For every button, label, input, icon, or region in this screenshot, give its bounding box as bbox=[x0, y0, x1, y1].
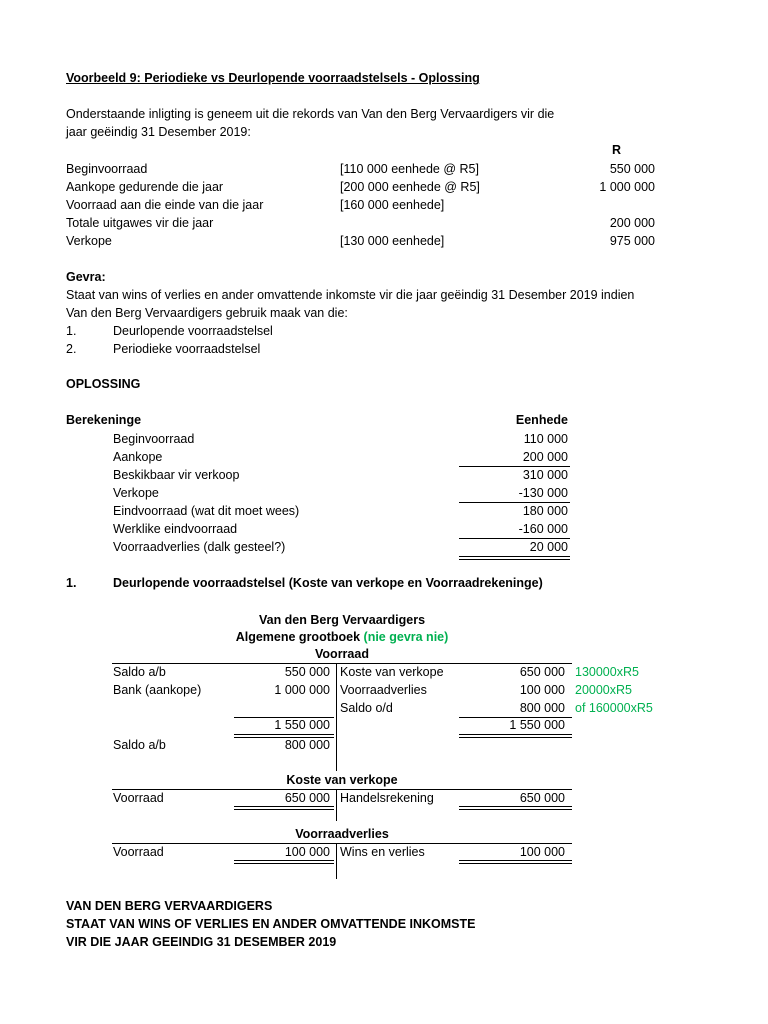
kvv-account-title: Koste van verkope bbox=[286, 773, 398, 787]
calc-label: Eindvoorraad (wat dit moet wees) bbox=[113, 504, 300, 518]
gevra-item-number: 1. bbox=[66, 324, 77, 338]
info-label: Voorraad aan die einde van die jaar bbox=[66, 198, 264, 212]
section-1-title: Deurlopende voorraadstelsel (Koste van verkope en Voorraadrekeninge) bbox=[113, 576, 543, 590]
gevra-line-1: Staat van wins of verlies en ander omvattende inkomste vir die jaar geëindig 31 Desember 2019 indien bbox=[66, 288, 635, 302]
subtotal-rule bbox=[459, 466, 570, 467]
gevra-heading: Gevra: bbox=[66, 270, 106, 284]
berekeninge-heading: Berekeninge bbox=[66, 413, 142, 427]
ledger-debit-label: Saldo a/b bbox=[113, 665, 166, 679]
calc-value: -160 000 bbox=[518, 522, 568, 536]
calc-note: 20000xR5 bbox=[575, 683, 632, 697]
ledger-debit-label: Voorraad bbox=[113, 791, 164, 805]
calc-label: Beskikbaar vir verkoop bbox=[113, 468, 240, 482]
calc-value: 20 000 bbox=[529, 540, 568, 554]
vvl-account-title: Voorraadverlies bbox=[295, 827, 389, 841]
info-amount: 550 000 bbox=[609, 162, 655, 176]
double-rule bbox=[234, 860, 334, 861]
calc-label: Werklike eindvoorraad bbox=[113, 522, 238, 536]
double-rule bbox=[459, 863, 572, 864]
oplossing-heading: OPLOSSING bbox=[66, 377, 141, 391]
calc-value: 180 000 bbox=[522, 504, 568, 518]
ledger-credit-label: Wins en verlies bbox=[340, 845, 425, 859]
ledger-credit-label: Voorraadverlies bbox=[340, 683, 427, 697]
calc-label: Aankope bbox=[113, 450, 163, 464]
info-detail: [110 000 eenhede @ R5] bbox=[340, 162, 479, 176]
ledger-total-credit: 1 550 000 bbox=[509, 718, 565, 732]
r-column-header: R bbox=[612, 143, 622, 157]
ledger-debit-amount: 1 000 000 bbox=[274, 683, 330, 697]
calc-label: Verkope bbox=[113, 486, 159, 500]
gevra-item-text: Deurlopende voorraadstelsel bbox=[113, 324, 273, 338]
info-detail: [130 000 eenhede] bbox=[340, 234, 445, 248]
info-detail: [200 000 eenhede @ R5] bbox=[340, 180, 480, 194]
info-detail: [160 000 eenhede] bbox=[340, 198, 445, 212]
calc-value: 110 000 bbox=[523, 432, 568, 446]
intro-line-1: Onderstaande inligting is geneem uit die rekords van Van den Berg Vervaardigers vir die bbox=[66, 107, 555, 121]
double-rule bbox=[234, 806, 334, 807]
info-label: Beginvoorraad bbox=[66, 162, 148, 176]
ledger-credit-amount: 800 000 bbox=[519, 701, 565, 715]
double-rule bbox=[234, 809, 334, 810]
ledger-credit-amount: 100 000 bbox=[519, 845, 565, 859]
statement-title: STAAT VAN WINS OF VERLIES EN ANDER OMVATTENDE INKOMSTE bbox=[66, 917, 476, 931]
t-account-divider bbox=[336, 663, 337, 771]
ledger-title: Algemene grootboek bbox=[235, 630, 361, 644]
double-rule bbox=[234, 734, 334, 735]
statement-company: VAN DEN BERG VERVAARDIGERS bbox=[66, 899, 273, 913]
t-account-divider bbox=[336, 789, 337, 821]
ledger-total-debit: 1 550 000 bbox=[274, 718, 330, 732]
ledger-credit-label: Koste van verkope bbox=[340, 665, 444, 679]
info-label: Aankope gedurende die jaar bbox=[66, 180, 224, 194]
ledger-credit-label: Saldo o/d bbox=[340, 701, 393, 715]
subtotal-rule bbox=[459, 538, 570, 539]
page-title: Voorbeeld 9: Periodieke vs Deurlopende voorraadstelsels - Oplossing bbox=[66, 71, 480, 85]
double-rule bbox=[459, 809, 572, 810]
gevra-item-number: 2. bbox=[66, 342, 77, 356]
double-rule bbox=[459, 559, 570, 560]
ledger-debit-amount: 550 000 bbox=[284, 665, 330, 679]
calc-value: 200 000 bbox=[522, 450, 568, 464]
ledger-debit-label: Voorraad bbox=[113, 845, 164, 859]
info-amount: 975 000 bbox=[609, 234, 655, 248]
ledger-credit-amount: 650 000 bbox=[519, 791, 565, 805]
ledger-debit-label: Bank (aankope) bbox=[113, 683, 202, 697]
ledger-debit-amount: 650 000 bbox=[284, 791, 330, 805]
t-account-top-rule bbox=[112, 789, 572, 790]
info-amount: 1 000 000 bbox=[599, 180, 655, 194]
calc-value: -130 000 bbox=[518, 486, 568, 500]
double-rule bbox=[459, 734, 572, 735]
double-rule bbox=[459, 806, 572, 807]
calc-label: Beginvoorraad bbox=[113, 432, 195, 446]
t-account-top-rule bbox=[112, 843, 572, 844]
double-rule bbox=[459, 860, 572, 861]
statement-period: VIR DIE JAAR GEEINDIG 31 DESEMBER 2019 bbox=[66, 935, 337, 949]
ledger-balance-amount: 800 000 bbox=[284, 738, 330, 752]
gevra-item-text: Periodieke voorraadstelsel bbox=[113, 342, 261, 356]
calc-label: Voorraadverlies (dalk gesteel?) bbox=[113, 540, 286, 554]
ledger-balance-label: Saldo a/b bbox=[113, 738, 166, 752]
calc-note: 130000xR5 bbox=[575, 665, 639, 679]
t-account-top-rule bbox=[112, 663, 572, 664]
ledger-credit-amount: 100 000 bbox=[519, 683, 565, 697]
ledger-company: Van den Berg Vervaardigers bbox=[258, 613, 426, 627]
voorraad-account-title: Voorraad bbox=[315, 647, 369, 661]
gevra-line-2: Van den Berg Vervaardigers gebruik maak van die: bbox=[66, 306, 348, 320]
info-label: Verkope bbox=[66, 234, 112, 248]
section-1-number: 1. bbox=[66, 576, 77, 590]
t-account-divider bbox=[336, 843, 337, 879]
double-rule bbox=[459, 556, 570, 557]
intro-line-2: jaar geëindig 31 Desember 2019: bbox=[66, 125, 251, 139]
eenhede-column-header: Eenhede bbox=[515, 413, 568, 427]
double-rule bbox=[459, 737, 572, 738]
ledger-credit-amount: 650 000 bbox=[519, 665, 565, 679]
calc-note: of 160000xR5 bbox=[575, 701, 653, 715]
info-label: Totale uitgawes vir die jaar bbox=[66, 216, 214, 230]
info-amount: 200 000 bbox=[609, 216, 655, 230]
ledger-title-line bbox=[112, 630, 572, 645]
subtotal-rule bbox=[459, 502, 570, 503]
ledger-credit-label: Handelsrekening bbox=[340, 791, 434, 805]
double-rule bbox=[234, 863, 334, 864]
calc-value: 310 000 bbox=[522, 468, 568, 482]
ledger-note: (nie gevra nie) bbox=[363, 630, 449, 644]
ledger-debit-amount: 100 000 bbox=[284, 845, 330, 859]
